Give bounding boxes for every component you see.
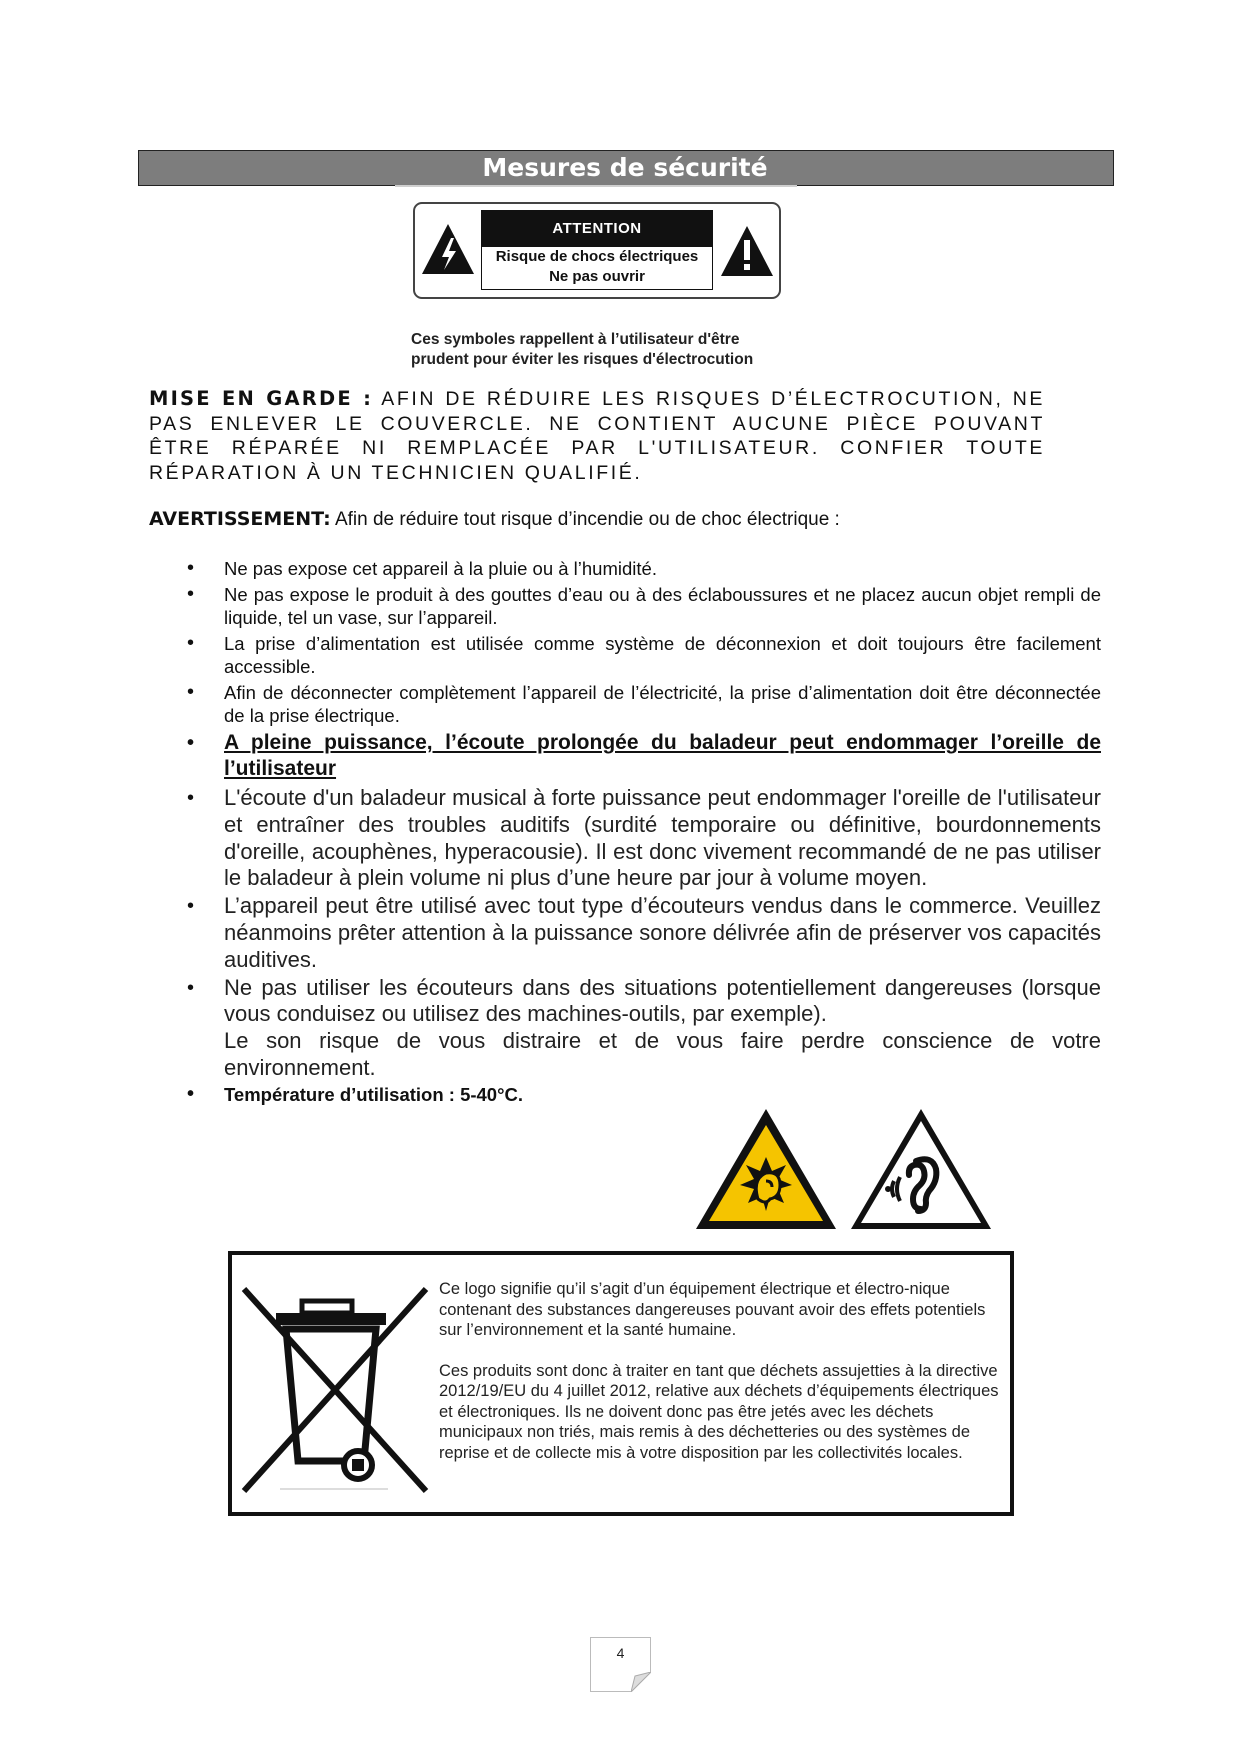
mise-en-garde-text: AFIN DE RÉDUIRE LES RISQUES D’ÉLECTROCUTION, NE PAS ENLEVER LE COUVERCLE. NE CONTIENT AUCUNE PIÈCE POUVANT ÊTRE RÉPARÉE NI REMPLACÉE PAR L'UTILISATEUR. CONFIER TOUTE RÉPARATION À UN TECHNICIEN QUALIFIÉ.	[149, 388, 1045, 484]
avertissement-text: Afin de réduire tout risque d’incendie ou de choc électrique :	[334, 509, 840, 530]
exclamation-warning-icon	[719, 224, 775, 278]
headphones-warning-text-2: Le son risque de vous distraire et de vous faire perdre conscience de votre environnement.	[224, 1028, 1101, 1080]
attention-heading: ATTENTION	[482, 211, 712, 247]
page-title: Mesures de sécurité	[482, 153, 768, 182]
weee-paragraph-2: Ces produits sont donc à traiter en tant que déchets assujetties à la directive 2012/19/EU du 4 juillet 2012, relative aux déchets d’équipements électriques et électroniques. Ils ne doivent donc pas être jetés avec les déchets municipaux non triés, mais remis à des déchetteries ou des systèmes de reprise et de collecte mis à votre disposition par les collectivités locales.	[439, 1361, 999, 1462]
attention-line-2: Ne pas ouvrir	[549, 268, 645, 285]
list-item: • L’appareil peut être utilisé avec tout type d’écouteurs vendus dans le commerce. Veuillez néanmoins prêter attention à la puissance sonore délivrée afin de préserver vos capacités auditives.	[149, 893, 1101, 973]
list-item-temperature: • Température d’utilisation : 5-40°C.	[149, 1083, 1101, 1106]
list-item: • La prise d’alimentation est utilisée comme système de déconnexion et doit toujours être facilement accessible.	[149, 632, 1101, 678]
list-item: • Ne pas expose le produit à des gouttes d’eau ou à des éclaboussures et ne placez aucun objet rempli de liquide, tel un vase, sur l’appareil.	[149, 583, 1101, 629]
weee-text	[439, 1279, 999, 1483]
attention-line-1: Risque de chocs électriques	[495, 248, 699, 265]
mise-en-garde	[149, 387, 1045, 485]
caption-line-2: prudent pour éviter les risques d'électrocution	[411, 351, 754, 368]
avertissement	[149, 506, 1069, 533]
attention-label	[413, 202, 781, 299]
list-item: • L'écoute d'un baladeur musical à forte puissance peut endommager l'oreille de l'utilisateur et entraîner des troubles auditifs (surdité temporaire ou définitive, bourdonnements d'oreille, acouphènes, hyperacousie). Il est donc vivement recommandé de ne pas utiliser le baladeur à plein volume ni plus d’une heure par jour à volume moyen.	[149, 785, 1101, 892]
title-underline	[395, 185, 797, 187]
list-item: • Afin de déconnecter complètement l’appareil de l’électricité, la prise d’alimentation doit être déconnectée de la prise électrique.	[149, 681, 1101, 727]
page-number	[590, 1637, 651, 1692]
list-item: • Ne pas expose cet appareil à la pluie ou à l’humidité.	[149, 557, 1101, 580]
list-item	[149, 975, 1101, 1082]
attention-panel	[481, 210, 713, 290]
ear-warning-icon	[851, 1109, 991, 1229]
mise-en-garde-label: MISE EN GARDE :	[149, 387, 374, 410]
loud-noise-warning-icon	[696, 1109, 836, 1229]
safety-list	[149, 557, 1101, 1109]
caption-line-1: Ces symboles rappellent à l’utilisateur d'être	[411, 331, 740, 348]
crossed-bin-icon	[240, 1285, 430, 1495]
page-curl-icon	[631, 1672, 651, 1692]
page-number-text: 4	[616, 1645, 625, 1661]
hearing-warning-icons	[696, 1105, 996, 1235]
avertissement-label: AVERTISSEMENT:	[149, 508, 331, 530]
headphones-warning-text: Ne pas utiliser les écouteurs dans des situations potentiellement dangereuses (lorsque vous conduisez ou utilisez des machines-outils, par exemple).	[224, 974, 1101, 1027]
lightning-warning-icon	[420, 222, 476, 276]
attention-caption	[411, 330, 791, 370]
weee-paragraph-1: Ce logo signifie qu’il s’agit d’un équipement électrique et électro-nique contenant des substances dangereuses pouvant avoir des effets potentiels sur l’environnement et la santé humaine.	[439, 1280, 986, 1339]
list-item-emphasis: • A pleine puissance, l’écoute prolongée du baladeur peut endommager l’oreille de l’utilisateur	[149, 730, 1101, 782]
weee-notice	[228, 1251, 1014, 1516]
